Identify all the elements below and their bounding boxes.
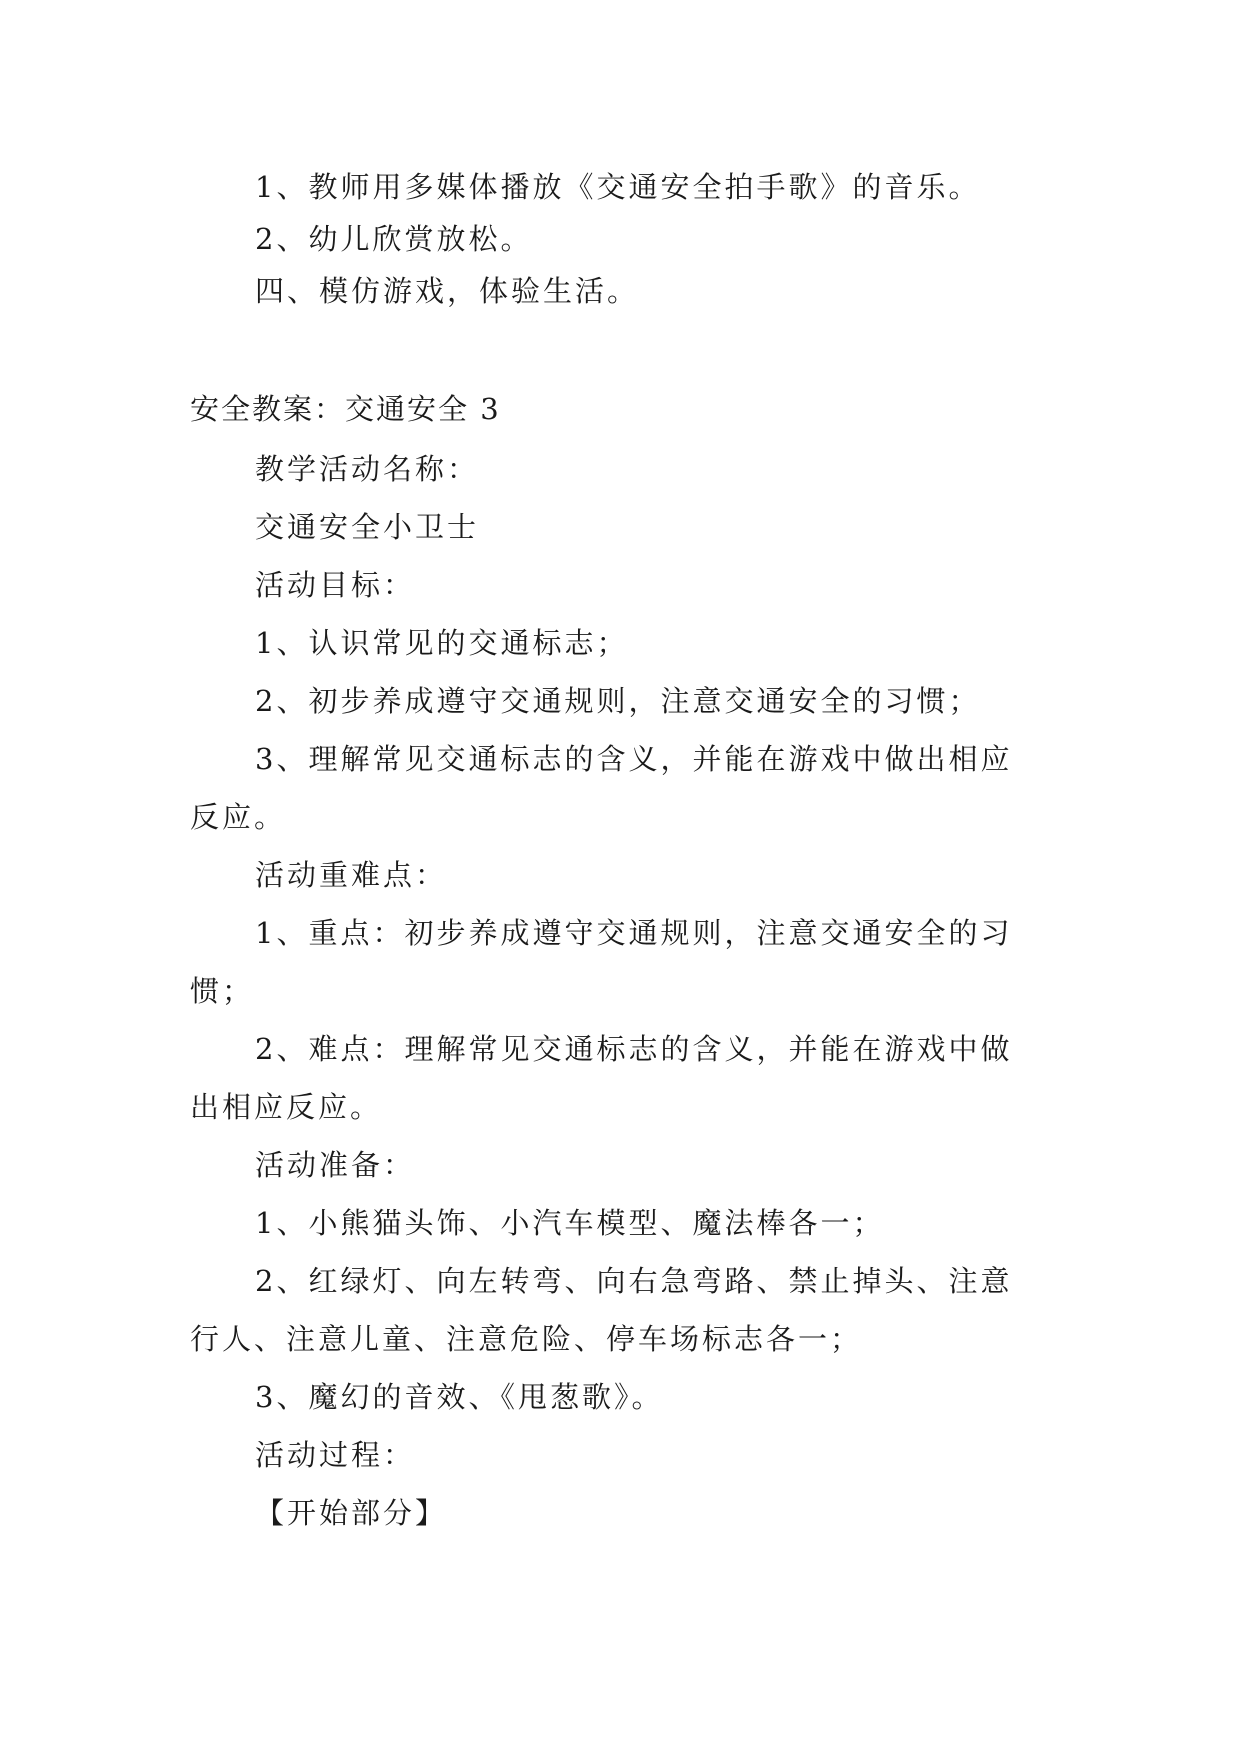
- start-part-heading: 【开始部分】: [255, 1496, 448, 1530]
- key-point-item: 2、难点：理解常见交通标志的含义，并能在游戏中做: [255, 1032, 1013, 1066]
- goal-item: 1、认识常见的交通标志；: [255, 626, 629, 660]
- prep-item: 2、红绿灯、向左转弯、向右急弯路、禁止掉头、注意: [255, 1264, 1013, 1298]
- key-points-label: 活动重难点：: [255, 858, 448, 892]
- prep-item: 1、小熊猫头饰、小汽车模型、魔法棒各一；: [255, 1206, 885, 1240]
- prep-item-continuation: 行人、注意儿童、注意危险、停车场标志各一；: [190, 1322, 863, 1356]
- activity-name-label: 教学活动名称：: [255, 452, 480, 486]
- goal-item: 2、初步养成遵守交通规则，注意交通安全的习惯；: [255, 684, 981, 718]
- key-point-continuation: 惯；: [190, 974, 255, 1008]
- goal-item-continuation: 反应。: [190, 800, 287, 834]
- paragraph-line: 四、模仿游戏，体验生活。: [255, 274, 640, 308]
- key-point-item: 1、重点：初步养成遵守交通规则，注意交通安全的习: [255, 916, 1013, 950]
- activity-name: 交通安全小卫士: [255, 510, 480, 544]
- prep-label: 活动准备：: [255, 1148, 416, 1182]
- goal-item: 3、理解常见交通标志的含义，并能在游戏中做出相应: [255, 742, 1013, 776]
- key-point-continuation: 出相应反应。: [190, 1090, 383, 1124]
- paragraph-line: 1、教师用多媒体播放《交通安全拍手歌》的音乐。: [255, 170, 981, 204]
- process-label: 活动过程：: [255, 1438, 416, 1472]
- section-heading: 安全教案：交通安全 3: [190, 392, 501, 426]
- paragraph-line: 2、幼儿欣赏放松。: [255, 222, 533, 256]
- prep-item: 3、魔幻的音效、《甩葱歌》。: [255, 1380, 664, 1414]
- goals-label: 活动目标：: [255, 568, 416, 602]
